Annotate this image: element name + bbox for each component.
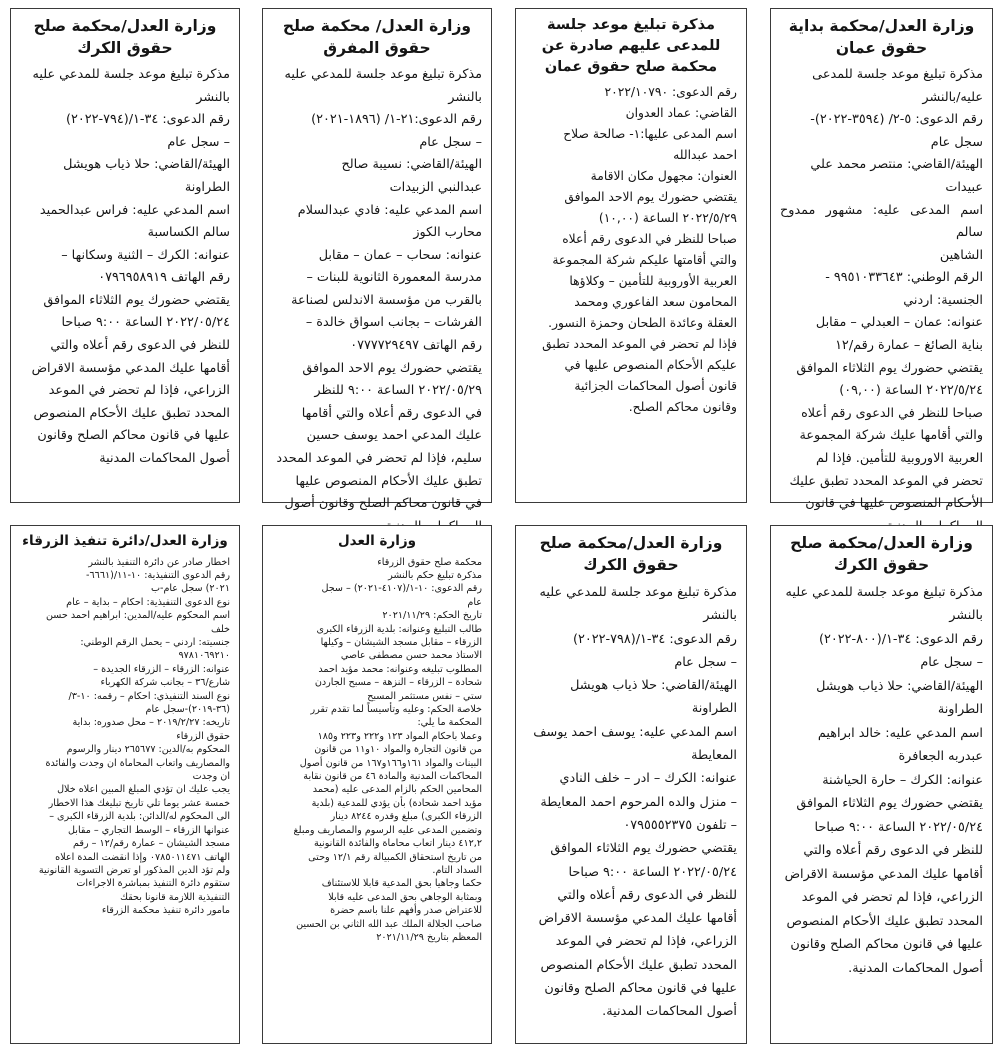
notice-line: اسم المدعي عليه: يوسف احمد يوسف bbox=[533, 724, 737, 740]
notice-heading: وزارة العدل bbox=[337, 533, 417, 549]
notice-line: ٤١٢,٢ دينار اتعاب محاماة والفائدة القانونية bbox=[313, 838, 482, 850]
notice-line: الهيئة/القاضي: حلا ذياب هويشل bbox=[816, 678, 983, 694]
notice-line: ان وجدت bbox=[192, 771, 230, 783]
notice-line: عنوانه: الكرك – حارة الحياشنة bbox=[822, 772, 983, 788]
notice-body bbox=[780, 64, 983, 538]
notice-line: رقم الدعوى: ١٠-١/(٤١٠٧-٢٠٢١) – سجل bbox=[321, 583, 482, 595]
notice-body bbox=[272, 64, 482, 538]
notice-mafraq-magistrate bbox=[262, 8, 492, 512]
notice-body bbox=[780, 581, 983, 981]
notice-line: حكما وجاهيا بحق المدعية قابلا للاستئناف bbox=[321, 878, 482, 890]
notice-line: المعايطة bbox=[691, 748, 737, 764]
notice-karak-magistrate-798 bbox=[515, 525, 747, 1044]
notice-line: العقلة وعائدة الطحان وحمزة النسور. bbox=[548, 316, 737, 331]
notice-line: نوع الدعوى التنفيذية: احكام – بداية – عام bbox=[66, 596, 230, 608]
notice-line: شارع/٣٦ – بجانب شركة الكهرباء bbox=[100, 677, 230, 689]
notice-line: رقم الدعوى: ٢٠٢٢/١٠٧٩٠ bbox=[604, 85, 737, 100]
notice-line: (٣٦-٢٠١٩)-سجل عام bbox=[145, 704, 230, 716]
notice-heading: وزارة العدل/ محكمة صلح حقوق المفرق bbox=[282, 17, 472, 58]
notice-line: فإذا لم تحضر في الموعد المحدد تطبق bbox=[542, 337, 737, 352]
notice-line: العربية الأوروبية للتأمين – وكلاؤها bbox=[569, 274, 737, 289]
notice-line: يقتضي حضورك يوم الثلاثاء الموافق bbox=[550, 841, 737, 857]
notice-amman-first-instance bbox=[770, 8, 993, 512]
notice-line: ٢٠٢٢/٥/٢٩ الساعة (١٠,٠٠) bbox=[598, 211, 737, 226]
notice-line: عبدالنبي الزبيدات bbox=[389, 179, 482, 195]
notice-line: من تاريخ استحقاق الكمبيالة رقم ١٢/١ وحتى bbox=[308, 851, 482, 863]
notice-line: بناية الصائغ – عمارة رقم/١٢ bbox=[835, 338, 983, 354]
notice-line: الهيئة/القاضي: منتصر محمد علي bbox=[810, 157, 983, 173]
notice-line: رقم الدعوى: ٣٤-١/(٧٩٤-٢٠٢٢) bbox=[65, 112, 230, 128]
notice-body bbox=[525, 581, 737, 1024]
notice-line: السداد التام. bbox=[432, 864, 482, 876]
notice-line: تاريخه: ٢٠١٩/٢/٢٧ – محل صدوره: بداية bbox=[72, 717, 230, 729]
notice-line: المحامون سعد الفاعوري ومحمد bbox=[574, 295, 737, 310]
notice-amman-magistrate bbox=[515, 8, 747, 503]
notice-line: وتضمين المدعى عليه الرسوم والمصاريف ومبلغ bbox=[293, 824, 482, 836]
notice-line: وبمثابة الوجاهي بحق المدعى عليه قابلا bbox=[328, 891, 482, 903]
notice-heading: وزارة العدل/دائرة تنفيذ الزرقاء bbox=[22, 533, 228, 549]
notice-line: حقوق الزرقاء bbox=[176, 730, 230, 742]
notice-line: الى المحكوم له/الدائن: بلدية الزرقاء الكبرى – bbox=[49, 811, 230, 823]
notice-line: ٢٠٢١) سجل عام-ب bbox=[150, 583, 230, 595]
notice-line: الطراونة bbox=[184, 179, 230, 195]
notice-line: الهيئة/القاضي: نسيبة صالح bbox=[341, 157, 482, 173]
notice-line: يقتضي حضورك يوم الاحد الموافق bbox=[302, 360, 482, 376]
notice-line: – سجل عام bbox=[674, 654, 737, 670]
notice-line: والتي أقامتها عليكم شركة المجموعة bbox=[552, 253, 737, 268]
notice-line: يجب عليك ان تؤدي المبلغ المبين اعلاه خلال bbox=[57, 784, 230, 796]
notice-line: في قانون محاكم الصلح وقانون أصول bbox=[284, 496, 482, 512]
notice-line: اسم المدعي عليه: فراس عبدالحميد bbox=[39, 202, 230, 218]
notice-line: ٩٧٨١٠٦٩٢١٠ bbox=[178, 650, 230, 662]
notice-line: والتي أقامها عليك شركة المجموعة bbox=[799, 428, 983, 444]
notice-line: الزراعي، فإذا لم تحضر في الموعد bbox=[801, 890, 983, 906]
notice-line: وقانون محاكم الصلح. bbox=[628, 400, 737, 415]
notice-line: ٢٠٢٢/٠٥/٢٤ الساعة ٩:٠٠ صباحا bbox=[814, 819, 983, 835]
notice-line: الرقم الوطني: ٩٩٥١٠٣٣٦٤٣ - bbox=[825, 270, 983, 286]
notice-line: رقم الدعوى: ٣٤-١/(٨٠٠-٢٠٢٢) bbox=[818, 631, 983, 647]
notice-line: مذكرة تبليغ حكم بالنشر bbox=[388, 569, 482, 581]
notice-body bbox=[272, 556, 482, 945]
notice-line: الجنسية: اردني bbox=[903, 292, 983, 308]
notice-line: مامور دائرة تنفيذ محكمة الزرقاء bbox=[101, 905, 230, 917]
notice-line: مذكرة تبليغ موعد جلسة للمدعى bbox=[812, 66, 983, 82]
notice-line: العربية الاوروبية للتأمين. فإذا لم bbox=[815, 451, 983, 467]
notice-line: عليها في قانون محاكم الصلح وقانون bbox=[37, 428, 230, 444]
notice-line: – سجل عام bbox=[419, 134, 482, 150]
notice-line: التنفيذية اللازمة قانونا بحقك bbox=[120, 891, 230, 903]
notice-line: المطلوب تبليغه وعنوانه: محمد مؤيد احمد bbox=[318, 663, 482, 675]
notice-line: اسم المدعى عليه: مشهور ممدوح سالم bbox=[780, 202, 983, 241]
notice-line: بالنشر bbox=[703, 608, 737, 624]
notice-karak-magistrate-800 bbox=[770, 525, 993, 1044]
notice-line: رقم الدعوى:٢١-١/ (١٨٩٦-٢٠٢١) bbox=[311, 112, 482, 128]
notice-line: وعملا باحكام المواد ١٢٣ و٢٢٢ و٢٢٣ و١٨٥ bbox=[317, 730, 482, 742]
notice-line: عنوانه: الكرك – ادر – خلف النادي bbox=[559, 771, 737, 787]
notice-line: المحكوم به/الدين: ٢٦٥٦٧٧ دينار والرسوم bbox=[66, 744, 230, 756]
notice-line: رقم الدعوى: ٥-٢/ (٣٥٩٤-٢٠٢٢)- bbox=[810, 112, 983, 128]
notice-heading: وزارة العدل/محكمة صلح حقوق الكرك bbox=[539, 534, 723, 575]
notice-line: عنوانه: عمان – العبدلي – مقابل bbox=[815, 315, 983, 331]
notice-line: القاضي: عماد العدوان bbox=[625, 106, 737, 121]
notice-line: تاريخ الحكم: ٢٠٢١/١١/٢٩ bbox=[382, 610, 482, 622]
notice-heading: وزارة العدل/محكمة صلح حقوق الكرك bbox=[790, 534, 973, 575]
notice-line: يقتضي حضورك يوم الثلاثاء الموافق bbox=[796, 796, 983, 812]
notice-line: الأحكام المنصوص عليها في قانون bbox=[805, 496, 983, 512]
notice-line: الاستاذ محمد حسن مصطفى عاصي bbox=[340, 650, 482, 662]
notice-line: عنوانه: سحاب – عمان – مقابل bbox=[318, 247, 482, 263]
notice-line: المحدد تطبق عليك الأحكام المنصوص bbox=[33, 405, 230, 421]
notice-heading: وزارة العدل/محكمة بداية حقوق عمان bbox=[788, 17, 975, 58]
notice-line: الشاهين bbox=[939, 247, 983, 263]
notice-line: صاحب الجلالة الملك عبد الله الثاني بن الحسين bbox=[296, 918, 482, 930]
notice-line: المحدد تطبق عليك الأحكام المنصوص bbox=[540, 957, 737, 973]
notice-body bbox=[20, 64, 230, 471]
notice-line: عنوانه: الكرك – الثنية وسكانها – bbox=[61, 247, 230, 263]
notice-line: رقم الدعوى: ٣٤-١/(٧٩٨-٢٠٢٢) bbox=[572, 631, 737, 647]
notice-line: أقامها عليك المدعي مؤسسة الاقراض bbox=[538, 911, 737, 927]
notice-line: عليه/بالنشر bbox=[922, 89, 983, 105]
notice-line: بالنشر bbox=[196, 89, 230, 105]
notice-line: جنسيته: اردني – يحمل الرقم الوطني: bbox=[80, 637, 230, 648]
notice-line: سجل عام bbox=[930, 134, 983, 150]
notice-line: الزراعي، فإذا لم تحضر في الموعد bbox=[48, 383, 230, 399]
notice-line: عام bbox=[467, 596, 482, 608]
notice-line: ٢٠٢٢/٠٥/٢٩ الساعة ٩:٠٠ للنظر bbox=[314, 383, 482, 399]
notice-line: عبدربه الجعافرة bbox=[898, 749, 983, 765]
notice-line: الهيئة/القاضي: حلا ذياب هويشل bbox=[570, 678, 737, 694]
notice-line: خمسة عشر يوما تلي تاريخ تبليغك هذا الاخطار bbox=[48, 797, 230, 809]
notice-line: للنظر في الدعوى رقم أعلاه والتي bbox=[557, 887, 737, 903]
notice-line: للنظر في الدعوى رقم أعلاه والتي bbox=[50, 338, 230, 354]
notice-line: المحامين الحكم بالزام المدعى عليه (محمد bbox=[312, 784, 482, 796]
notice-line: المحاكمات المدنية والمادة ٤٦ من قانون نقابة bbox=[303, 771, 482, 783]
notice-line: يقتضي حضورك يوم الثلاثاء الموافق bbox=[796, 360, 983, 376]
notice-line: من قانون التجارة والمواد ١٠و١١ من قانون bbox=[314, 744, 482, 756]
notice-line: خلاصة الحكم: وعليه وتأسيساً لما تقدم تقرر bbox=[310, 704, 482, 716]
notice-line: عنوانها الزرقاء – الوسط التجاري – مقابل bbox=[68, 824, 230, 836]
notice-line: للنظر في الدعوى رقم أعلاه والتي bbox=[803, 843, 983, 859]
notice-line: شحادة – الزرقاء – النزهة – مسبح الجاردن bbox=[314, 677, 482, 689]
notice-line: بالنشر bbox=[949, 608, 983, 624]
notice-line: عنوانه: الزرقاء – الزرقاء الجديدة – bbox=[93, 663, 230, 675]
notice-body bbox=[525, 82, 737, 418]
notice-line: الزراعي، فإذا لم تحضر في الموعد bbox=[555, 934, 737, 950]
notice-line: خلف bbox=[210, 623, 230, 635]
notice-line: – سجل عام bbox=[167, 134, 230, 150]
notice-line: مذكرة تبليغ موعد جلسة للمدعي عليه bbox=[539, 584, 737, 600]
notice-line: – تلفون ٠٧٩٥٥٥٢٣٧٥ bbox=[623, 817, 737, 833]
notice-line: اخطار صادر عن دائرة التنفيذ بالنشر bbox=[88, 556, 230, 568]
notice-line: المعظم بتاريخ ٢٠٢١/١١/٢٩ bbox=[376, 931, 482, 943]
notice-line: – منزل والده المرحوم احمد المعايطة bbox=[540, 794, 737, 810]
notice-line: عليها في قانون محاكم الصلح وقانون bbox=[790, 937, 983, 953]
notice-line: يقتضي حضورك يوم الثلاثاء الموافق bbox=[43, 292, 230, 308]
notice-line: محارب الكوز bbox=[413, 225, 482, 241]
notice-line: مسجد الشيشان – عمارة رقم/١٢ – رقم bbox=[73, 838, 230, 850]
notice-line: أقامها عليك المدعي مؤسسة الاقراض bbox=[31, 360, 230, 376]
notice-line: رقم الهاتف ٠٧٩٦٩٥٨٩١٩ bbox=[98, 270, 230, 286]
notice-line: احمد عبدالله bbox=[673, 148, 737, 163]
notice-line: قانون أصول المحاكمات الجزائية bbox=[574, 379, 737, 394]
notice-line: الزرقاء – مقابل مسجد الشيشان – وكيلها bbox=[320, 637, 482, 648]
notice-line: الهاتف ٠٧٨٥٠١١٤٧١ وإذا انقضت المدة اعلاه bbox=[55, 851, 230, 863]
notice-line: الفرشات – بجانب اسواق خالدة – bbox=[305, 315, 482, 331]
notice-line: نوع السند التنفيذي: احكام – رقمه: ١٠-٣/ bbox=[68, 690, 230, 702]
notice-line: سالم الكساسبة bbox=[147, 225, 230, 241]
notice-line: أصول المحاكمات المدنية. bbox=[848, 960, 983, 976]
notice-line: البينات والمواد ١٦١و١٦٦و١٦٧ من قانون أصول bbox=[299, 757, 482, 769]
notice-body bbox=[20, 556, 230, 918]
notice-line: والمصاريف واتعاب المحاماة ان وجدت والفائدة bbox=[45, 757, 230, 769]
notice-line: صباحا للنظر في الدعوى رقم أعلاه bbox=[562, 232, 737, 247]
notice-line: ولم تؤد الدين المذكور او تعرض التسوية القانونية bbox=[38, 864, 230, 876]
notice-line: ٢٠٢٢/٥/٢٤ الساعة (٠٩,٠٠) bbox=[839, 383, 983, 399]
notice-line: ستقوم دائرة التنفيذ بمباشرة الاجراءات bbox=[76, 878, 230, 890]
notice-line: اسم المدعي عليه: فادي عبدالسلام bbox=[297, 202, 482, 218]
notice-line: رقم الدعوى التنفيذية: ١٠-١١/(٦٦٦١- bbox=[86, 569, 230, 581]
notice-line: مؤيد احمد شحادة) بأن يؤدي للمدعية (بلدية bbox=[311, 797, 482, 809]
notice-line: ٢٠٢٢/٠٥/٢٤ الساعة ٩:٠٠ صباحا bbox=[61, 315, 230, 331]
notice-line: يقتضي حضورك يوم الاحد الموافق bbox=[564, 190, 737, 205]
notice-line: بالقرب من مؤسسة الاندلس لصناعة bbox=[291, 292, 482, 308]
notice-line: الهيئة/القاضي: حلا ذياب هويشل bbox=[63, 157, 230, 173]
notice-line: طالب التبليغ وعنوانه: بلدية الزرقاء الكبرى bbox=[316, 623, 482, 635]
notice-line: تطبق عليك الأحكام المنصوص عليها bbox=[295, 473, 482, 489]
notice-line: صباحا للنظر في الدعوى رقم أعلاه bbox=[801, 405, 983, 421]
notice-line: سليم، فإذا لم تحضر في الموعد المحدد bbox=[276, 451, 482, 467]
notice-line: أقامها عليك المدعي مؤسسة الاقراض bbox=[784, 866, 983, 882]
notice-line: مذكرة تبليغ موعد جلسة للمدعي عليه bbox=[284, 66, 482, 82]
notice-line: بالنشر bbox=[448, 89, 482, 105]
notice-line: عليها في قانون محاكم الصلح وقانون bbox=[544, 980, 737, 996]
notice-line: الطراونة bbox=[691, 701, 737, 717]
notice-zarqa-execution bbox=[10, 525, 240, 1044]
notice-line: مذكرة تبليغ موعد جلسة للمدعي عليه bbox=[785, 584, 983, 600]
notice-line: مدرسة المعمورة الثانوية للبنات – bbox=[306, 270, 482, 286]
notice-line: عبيدات bbox=[945, 179, 983, 195]
notice-line: الطراونة bbox=[937, 702, 983, 718]
notice-heading: مذكرة تبليغ موعد جلسة للمدعى عليهم صادرة عن محكمة صلح حقوق عمان bbox=[541, 17, 721, 76]
notice-line: عليكم الأحكام المنصوص عليها في bbox=[564, 358, 737, 373]
notice-line: المحكمة ما يلي: bbox=[417, 717, 482, 729]
notice-line: تحضر في الموعد المحدد تطبق عليك bbox=[789, 473, 983, 489]
notice-line: اسم المدعي عليه: خالد ابراهيم bbox=[817, 725, 983, 741]
notice-line: رقم الهاتف ٠٧٧٧٧٢٩٤٩٧ bbox=[350, 338, 482, 354]
notice-line: العنوان: مجهول مكان الاقامة bbox=[590, 169, 737, 184]
notice-line: ٢٠٢٢/٠٥/٢٤ الساعة ٩:٠٠ صباحا bbox=[568, 864, 737, 880]
notice-line: أصول المحاكمات المدنية bbox=[99, 451, 230, 467]
notice-line: للاعتراض صدر وأفهم علنا باسم حضرة bbox=[330, 905, 482, 917]
notice-line: ستي – نفس مستثمر المسبح bbox=[367, 690, 482, 702]
notice-heading: وزارة العدل/محكمة صلح حقوق الكرك bbox=[33, 17, 217, 58]
notice-line: عليك المدعي احمد يوسف حسين bbox=[306, 428, 482, 444]
notice-line: مذكرة تبليغ موعد جلسة للمدعي عليه bbox=[32, 66, 230, 82]
notice-line: أصول المحاكمات المدنية. bbox=[602, 1004, 737, 1020]
notice-line: في الدعوى رقم أعلاه والتي أقامها bbox=[301, 405, 482, 421]
notice-line: – سجل عام bbox=[920, 655, 983, 671]
notice-line: الزرقاء الكبرى) مبلغ وقدره ٨٢٤٤ دينار bbox=[330, 811, 482, 823]
notice-line: محكمة صلح حقوق الزرقاء bbox=[377, 556, 482, 568]
notice-zarqa-judgment bbox=[262, 525, 492, 1044]
notice-line: المحدد تطبق عليك الأحكام المنصوص bbox=[786, 913, 983, 929]
notice-line: اسم المدعى عليها:١- صالحة صلاح bbox=[563, 127, 737, 142]
notice-karak-magistrate-794 bbox=[10, 8, 240, 503]
notice-line: اسم المحكوم عليه/المدين: ابراهيم احمد حسن bbox=[45, 610, 230, 622]
